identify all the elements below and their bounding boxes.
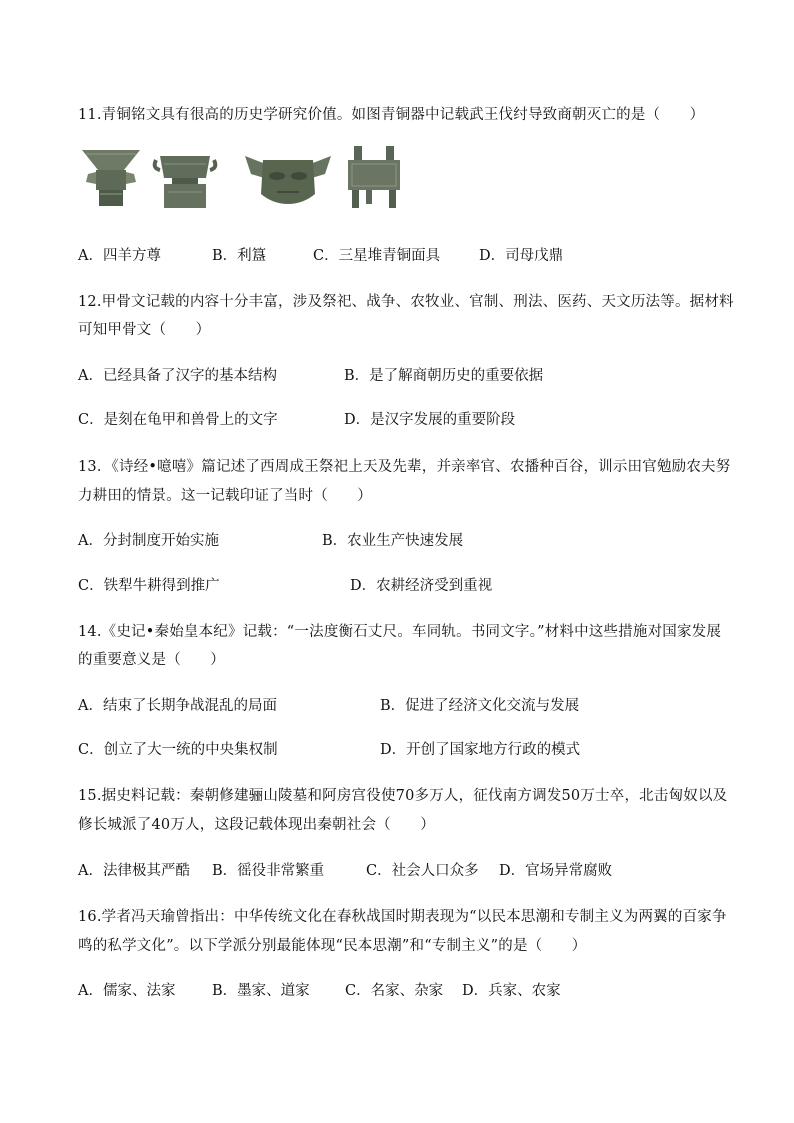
li-gui-image — [152, 144, 218, 210]
question-12-stem-line-2: 可知甲骨文（ ） — [78, 322, 211, 338]
q15-option-c[interactable]: C．社会人口众多 — [366, 863, 479, 879]
q15-option-a[interactable]: A．法律极其严酷 — [78, 863, 190, 879]
question-16-stem-line-2: 鸣的私学文化”。以下学派分别最能体现“民本思潮”和“专制主义”的是（ ） — [78, 938, 587, 954]
question-11-stem: 11.青铜铭文具有很高的历史学研究价值。如图青铜器中记载武王伐纣导致商朝灭亡的是（ ） — [78, 107, 705, 123]
q16-option-b[interactable]: B．墨家、道家 — [212, 983, 310, 999]
q15-option-d[interactable]: D．官场异常腐败 — [499, 863, 613, 879]
q13-option-c[interactable]: C．铁犁牛耕得到推广 — [78, 578, 220, 594]
q16-option-c[interactable]: C．名家、杂家 — [345, 983, 444, 999]
question-15-stem-line-1: 15.据史料记载：秦朝修建骊山陵墓和阿房宫役使70多万人，征伐南方调发50万士卒，北击匈奴以及 — [78, 788, 728, 804]
q14-option-a[interactable]: A．结束了长期争战混乱的局面 — [78, 698, 277, 714]
q11-option-d[interactable]: D．司母戊鼎 — [479, 248, 564, 264]
question-12-stem-line-1: 12.甲骨文记载的内容十分丰富，涉及祭祀、战争、农牧业、官制、刑法、医药、天文历法等。据材料 — [78, 294, 734, 310]
q12-option-b[interactable]: B．是了解商朝历史的重要依据 — [344, 368, 544, 384]
q14-option-c[interactable]: C．创立了大一统的中央集权制 — [78, 742, 278, 758]
question-13-stem-line-1: 13．《诗经•噫嘻》篇记述了西周成王祭祀上天及先辈，并亲率官、农播种百谷，训示田官勉励农夫努 — [78, 459, 731, 475]
q12-option-a[interactable]: A．已经具备了汉字的基本结构 — [78, 368, 277, 384]
q16-option-a[interactable]: A．儒家、法家 — [78, 983, 176, 999]
question-15-stem-line-2: 修长城派了40万人，这段记载体现出秦朝社会（ ） — [78, 817, 435, 833]
q11-option-c[interactable]: C．三星堆青铜面具 — [313, 248, 441, 264]
q11-option-b[interactable]: B．利簋 — [212, 248, 267, 264]
q11-option-a[interactable]: A．四羊方尊 — [78, 248, 161, 264]
q13-option-d[interactable]: D．农耕经济受到重视 — [350, 578, 493, 594]
question-13-stem-line-2: 力耕田的情景。这一记载印证了当时（ ） — [78, 488, 372, 504]
question-16-stem-line-1: 16.学者冯天瑜曾指出：中华传统文化在春秋战国时期表现为“以民本思潮和专制主义为两翼的百家争 — [78, 909, 727, 925]
bronze-images — [78, 144, 418, 216]
q16-option-d[interactable]: D．兵家、农家 — [462, 983, 561, 999]
question-14-stem-line-2: 的重要意义是（ ） — [78, 652, 225, 668]
simuwu-ding-image — [342, 144, 406, 210]
q13-option-a[interactable]: A．分封制度开始实施 — [78, 533, 219, 549]
q12-option-c[interactable]: C．是刻在龟甲和兽骨上的文字 — [78, 412, 278, 428]
four-ram-square-zun-image — [78, 144, 144, 210]
question-14-stem-line-1: 14.《史记•秦始皇本纪》记载：“一法度衡石丈尺。车同轨。书同文字。”材料中这些措施对国家发展 — [78, 624, 722, 640]
q15-option-b[interactable]: B．徭役非常繁重 — [212, 863, 325, 879]
sanxingdui-mask-image — [241, 144, 335, 210]
q14-option-d[interactable]: D．开创了国家地方行政的模式 — [380, 742, 581, 758]
q12-option-d[interactable]: D．是汉字发展的重要阶段 — [344, 412, 516, 428]
q13-option-b[interactable]: B．农业生产快速发展 — [322, 533, 464, 549]
q14-option-b[interactable]: B．促进了经济文化交流与发展 — [380, 698, 580, 714]
